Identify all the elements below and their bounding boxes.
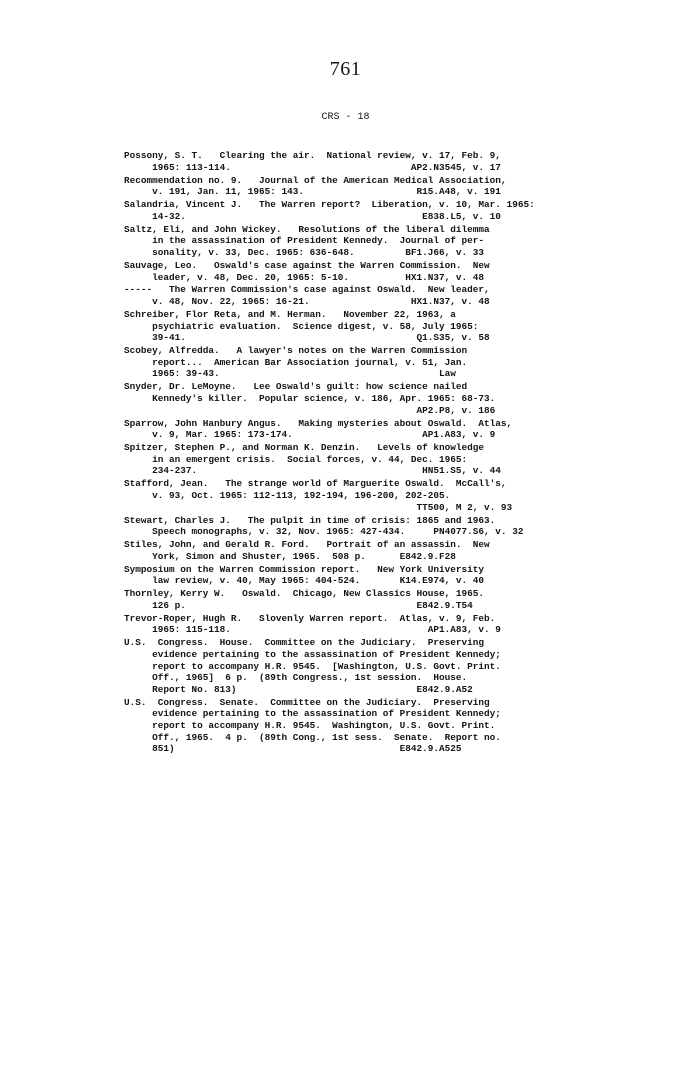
bibliography-entry: [124, 381, 584, 416]
entry-line: v. 48, Nov. 22, 1965: 16-21. HX1.N37, v. 48: [124, 296, 490, 308]
entry-line: evidence pertaining to the assassination of President Kennedy;: [124, 708, 501, 720]
entry-line: Recommendation no. 9. Journal of the American Medical Association,: [124, 174, 507, 186]
entry-line: leader, v. 48, Dec. 20, 1965: 5-10. HX1.N37, v. 48: [124, 271, 485, 283]
entry-line: Off., 1965] 6 p. (89th Congress., 1st session. House.: [124, 672, 468, 684]
entry-line: Trevor-Roper, Hugh R. Slovenly Warren report. Atlas, v. 9, Feb.: [124, 612, 496, 624]
entry-line: 1965: 115-118. AP1.A83, v. 9: [124, 624, 501, 636]
entry-line: U.S. Congress. House. Committee on the Judiciary. Preserving: [124, 637, 485, 649]
page-number: 761: [329, 58, 362, 80]
bibliography-entry: [124, 478, 584, 513]
entry-line: 126 p. E842.9.T54: [124, 599, 473, 611]
entry-line: AP2.P8, v. 186: [124, 404, 496, 416]
entry-line: Sparrow, John Hanbury Angus. Making mysteries about Oswald. Atlas,: [124, 417, 513, 429]
bibliography-entry: [124, 515, 584, 538]
entry-line: Symposium on the Warren Commission report. New York University: [124, 563, 485, 575]
entry-line: Stewart, Charles J. The pulpit in time of crisis: 1865 and 1963.: [124, 514, 496, 526]
entry-line: Scobey, Alfredda. A lawyer's notes on the Warren Commission: [124, 345, 468, 357]
entry-line: Report No. 813) E842.9.A52: [124, 683, 473, 695]
entry-line: sonality, v. 33, Dec. 1965: 636-648. BF1.J66, v. 33: [124, 246, 485, 258]
entry-line: Saltz, Eli, and John Wickey. Resolutions of the liberal dilemma: [124, 223, 490, 235]
bibliography-entry: [124, 199, 584, 222]
bibliography-entry: [124, 345, 584, 380]
bibliography-entry: [124, 150, 584, 173]
bibliography-entry: [124, 637, 584, 695]
bibliography-entry: [124, 224, 584, 259]
entry-line: report... American Bar Association journal, v. 51, Jan.: [124, 356, 468, 368]
entry-line: Possony, S. T. Clearing the air. National review, v. 17, Feb. 9,: [124, 150, 501, 161]
bibliography-entry: [124, 309, 584, 344]
entry-line: in the assassination of President Kennedy. Journal of per-: [124, 235, 485, 247]
entry-line: in an emergent crisis. Social forces, v. 44, Dec. 1965:: [124, 453, 468, 465]
entry-line: Salandria, Vincent J. The Warren report? Liberation, v. 10, Mar. 1965:: [124, 199, 535, 211]
entry-line: Spitzer, Stephen P., and Norman K. Denzin. Levels of knowledge: [124, 442, 485, 454]
bibliography-entry: [124, 588, 584, 611]
entry-line: report to accompany H.R. 9545. Washington, U.S. Govt. Print.: [124, 719, 496, 731]
entry-line: v. 93, Oct. 1965: 112-113, 192-194, 196-200, 202-205.: [124, 489, 451, 501]
entry-line: Schreiber, Flor Reta, and M. Herman. November 22, 1963, a: [124, 309, 456, 321]
entry-line: v. 9, Mar. 1965: 173-174. AP1.A83, v. 9: [124, 429, 496, 441]
series-code: CRS - 18: [321, 112, 370, 123]
entry-line: York, Simon and Shuster, 1965. 508 p. E842.9.F28: [124, 550, 456, 562]
entry-line: Snyder, Dr. LeMoyne. Lee Oswald's guilt: how science nailed: [124, 381, 468, 393]
entry-line: 1965: 39-43. Law: [124, 368, 456, 380]
bibliography-entry: [124, 613, 584, 636]
entry-line: v. 191, Jan. 11, 1965: 143. R15.A48, v. 191: [124, 186, 501, 198]
bibliography-entry: [124, 175, 584, 198]
entry-line: Stiles, John, and Gerald R. Ford. Portrait of an assassin. New: [124, 539, 490, 551]
bibliography-entry: [124, 697, 584, 755]
entry-line: 39-41. Q1.S35, v. 58: [124, 332, 490, 344]
entry-line: Sauvage, Leo. Oswald's case against the Warren Commission. New: [124, 259, 490, 271]
entry-line: 14-32. E838.L5, v. 10: [124, 210, 501, 222]
entry-line: 1965: 113-114. AP2.N3545, v. 17: [124, 161, 501, 173]
entry-line: Thornley, Kerry W. Oswald. Chicago, New Classics House, 1965.: [124, 588, 485, 600]
bibliography-entry: [124, 284, 584, 307]
entry-line: Off., 1965. 4 p. (89th Cong., 1st sess. Senate. Report no.: [124, 731, 501, 743]
entry-line: ----- The Warren Commission's case against Oswald. New leader,: [124, 284, 490, 296]
entry-line: evidence pertaining to the assassination of President Kennedy;: [124, 648, 501, 660]
bibliography-entry: [124, 442, 584, 477]
entry-line: psychiatric evaluation. Science digest, v. 58, July 1965:: [124, 320, 479, 332]
bibliography-entry: [124, 564, 584, 587]
entry-line: U.S. Congress. Senate. Committee on the Judiciary. Preserving: [124, 696, 490, 708]
entry-line: report to accompany H.R. 9545. [Washington, U.S. Govt. Print.: [124, 660, 501, 672]
entry-line: Speech monographs, v. 32, Nov. 1965: 427-434. PN4077.S6, v. 32: [124, 526, 524, 538]
bibliography-entry: [124, 418, 584, 441]
entry-line: law review, v. 40, May 1965: 404-524. K14.E974, v. 40: [124, 575, 485, 587]
entry-line: 234-237. HN51.S5, v. 44: [124, 465, 501, 477]
bibliography-entry: [124, 539, 584, 562]
bibliography-entries: [124, 150, 584, 756]
entry-line: TT500, M 2, v. 93: [124, 501, 513, 513]
entry-line: Kennedy's killer. Popular science, v. 186, Apr. 1965: 68-73.: [124, 393, 496, 404]
entry-line: Stafford, Jean. The strange world of Marguerite Oswald. McCall's,: [124, 478, 507, 490]
bibliography-entry: [124, 260, 584, 283]
entry-line: 851) E842.9.A525: [124, 743, 462, 755]
